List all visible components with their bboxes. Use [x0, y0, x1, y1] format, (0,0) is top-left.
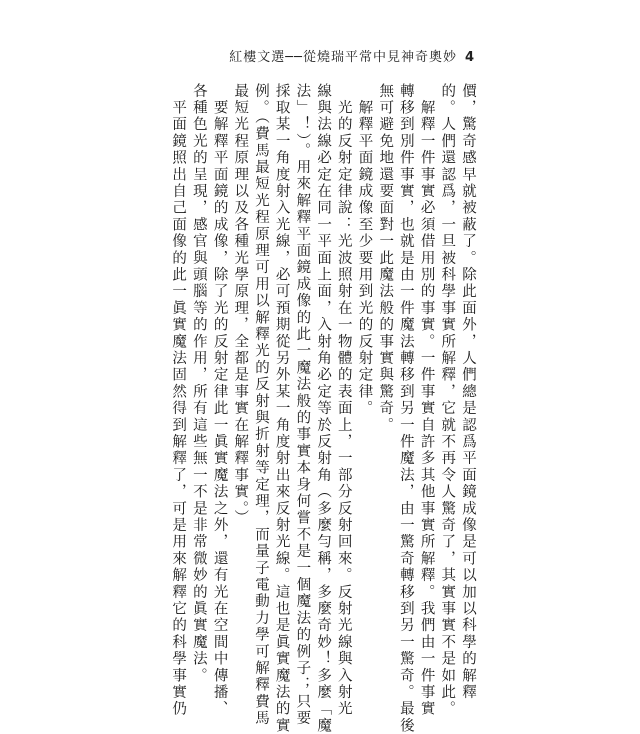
- text-column: 光的反射定律說：光波照射在一物體的表面上，一部分反射回來。反射光線與入射光: [335, 83, 352, 718]
- text-column: 解釋一件事實必須借用別的事實。一件事實自許多其他事實所解釋。我們由一件事實: [418, 83, 435, 718]
- text-column: 各種色光的呈現，感官與頭腦等的作用，所有這些無一不是非常微妙的眞實魔法。: [190, 83, 207, 685]
- text-column: 法」！）。用來解釋平面鏡成像的此一魔法般的事實本身何嘗不是一個魔法的例子；只要: [294, 83, 311, 728]
- running-header: [229, 46, 475, 65]
- header-title: 紅樓文選──從燒瑞平常中見神奇奧妙: [229, 50, 457, 65]
- text-column: 採取某一角度射入光線，必可預期從另外某一角度射出來反射光線。這也是眞實魔法的實: [273, 83, 290, 734]
- text-column: 平面鏡照出自己面像的此一眞實魔法固然得到解釋了，可是用來解釋它的科學事實仍: [170, 83, 187, 718]
- text-column: 解釋平面鏡成像至少要用到光的反射定律。: [356, 83, 373, 417]
- text-column: 價，驚奇感早就被蔽了。除此面外，人們總是認爲平面鏡成像是可以加以科學的解釋: [460, 83, 476, 701]
- text-column: 轉移到別件事實，也就是由一件魔法轉移到另一件魔法，由一驚奇轉移到另一驚奇。最後: [397, 83, 414, 734]
- text-column: 無可避免地還要面對一此魔法般的事實與驚奇。: [377, 83, 394, 434]
- text-column: 例。（費馬最短光程原理可用以解釋光的反射與折射等定理，而量子電動力學可解釋費馬: [252, 83, 269, 728]
- page-number: 4: [464, 50, 475, 65]
- text-column: 的。人們還認爲，一旦被科學事實所解釋，它就不再令人驚奇了，其實事實不是如此。: [439, 83, 456, 718]
- vertical-body-text: [167, 83, 478, 734]
- text-column: 最短光程原理以及各種光學原理，全都是事實在解釋事實。）: [232, 83, 249, 527]
- text-column: 線與法線必定在同一平面上面，入射角必定等於反射角（多麼勻稱，多麼奇妙！多麼「魔: [315, 83, 332, 734]
- text-column: 要解釋平面鏡的成像，除了光的反射定律此一眞實魔法之外，還有光在空間中傳播、: [211, 83, 228, 718]
